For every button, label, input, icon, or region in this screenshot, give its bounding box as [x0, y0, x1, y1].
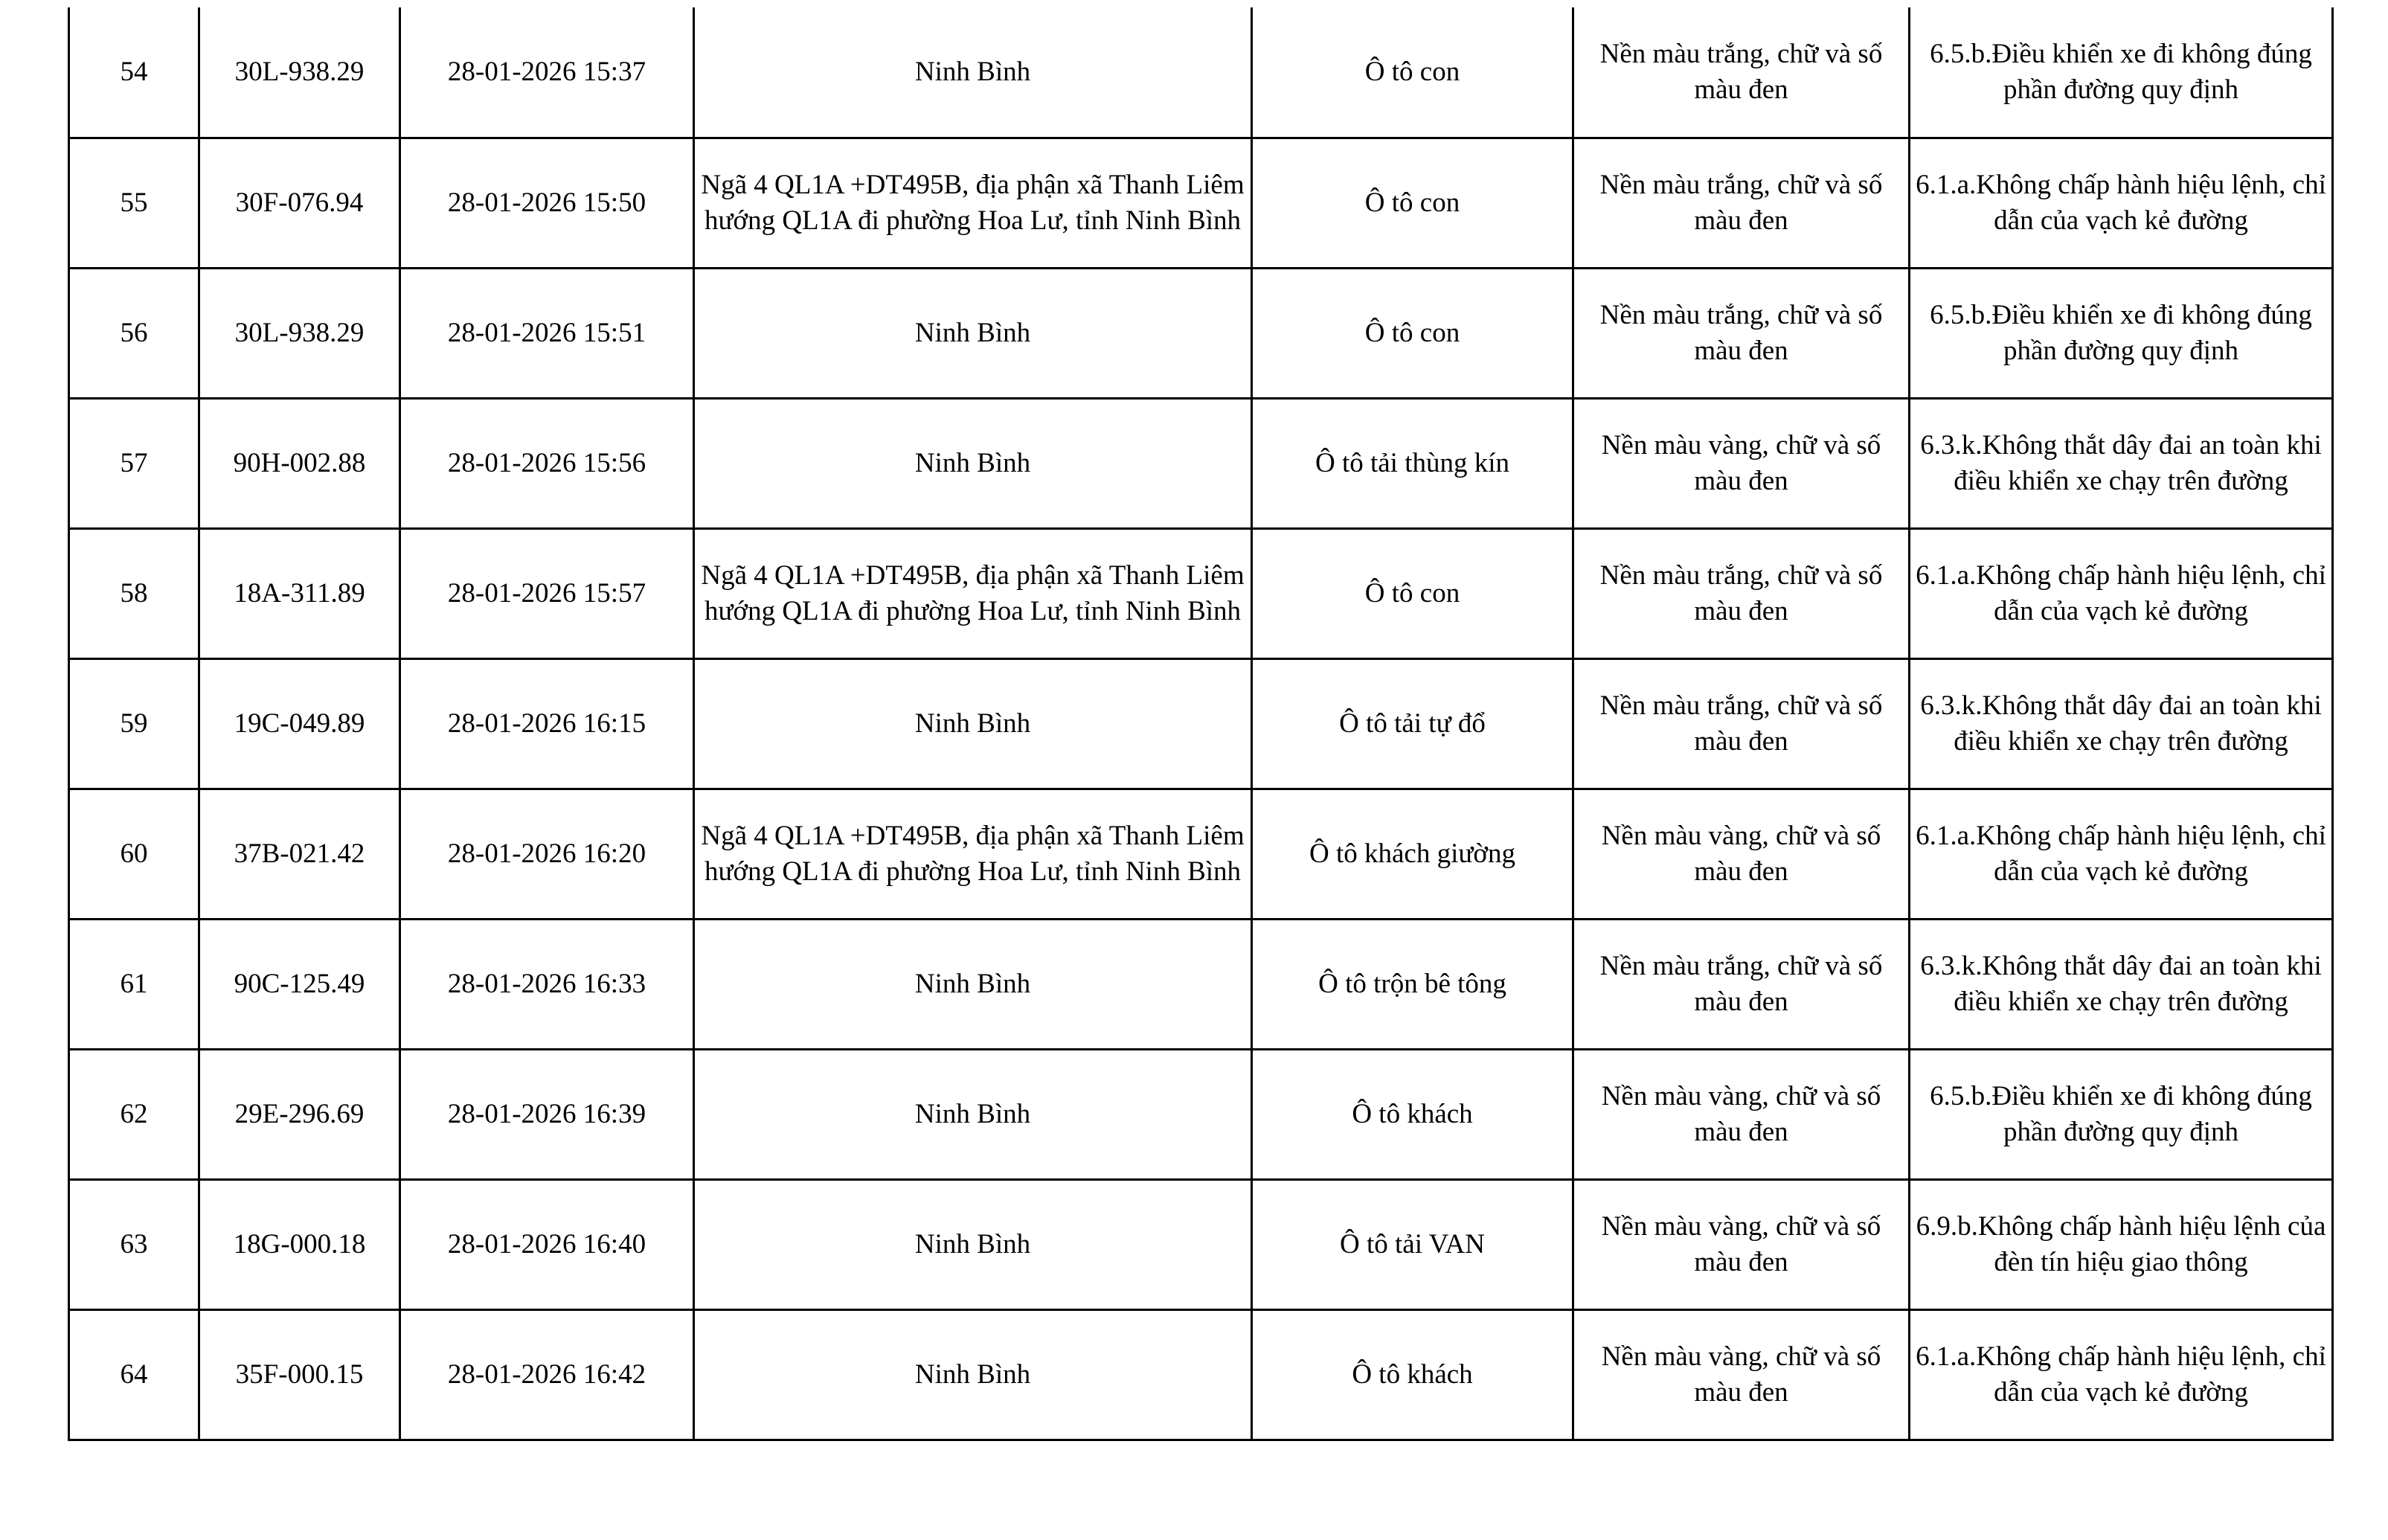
cell-plate-color: Nền màu trắng, chữ và số màu đen [1573, 268, 1910, 398]
cell-location: Ninh Bình [694, 7, 1252, 138]
cell-plate: 30F-076.94 [199, 138, 400, 268]
cell-time: 28-01-2026 16:39 [400, 1049, 694, 1179]
cell-location: Ngã 4 QL1A +DT495B, địa phận xã Thanh Liêm hướng QL1A đi phường Hoa Lư, tỉnh Ninh Bình [694, 528, 1252, 658]
cell-stt: 57 [69, 398, 199, 528]
cell-location: Ninh Bình [694, 658, 1252, 789]
cell-stt: 55 [69, 138, 199, 268]
cell-violation: 6.1.a.Không chấp hành hiệu lệnh, chỉ dẫn của vạch kẻ đường [1910, 789, 2333, 919]
cell-violation: 6.9.b.Không chấp hành hiệu lệnh của đèn tín hiệu giao thông [1910, 1179, 2333, 1309]
cell-vehicle-type: Ô tô con [1252, 138, 1573, 268]
table-body [69, 7, 2333, 1440]
cell-violation: 6.5.b.Điều khiển xe đi không đúng phần đường quy định [1910, 1049, 2333, 1179]
table-row [69, 138, 2333, 268]
cell-location: Ninh Bình [694, 1179, 1252, 1309]
cell-vehicle-type: Ô tô tải thùng kín [1252, 398, 1573, 528]
cell-stt: 60 [69, 789, 199, 919]
cell-plate: 30L-938.29 [199, 7, 400, 138]
table-row [69, 398, 2333, 528]
cell-plate: 37B-021.42 [199, 789, 400, 919]
cell-time: 28-01-2026 15:37 [400, 7, 694, 138]
cell-location: Ngã 4 QL1A +DT495B, địa phận xã Thanh Liêm hướng QL1A đi phường Hoa Lư, tỉnh Ninh Bình [694, 138, 1252, 268]
cell-vehicle-type: Ô tô tải VAN [1252, 1179, 1573, 1309]
cell-plate: 18G-000.18 [199, 1179, 400, 1309]
cell-violation: 6.5.b.Điều khiển xe đi không đúng phần đường quy định [1910, 268, 2333, 398]
cell-vehicle-type: Ô tô khách giường [1252, 789, 1573, 919]
table-row [69, 658, 2333, 789]
cell-plate-color: Nền màu vàng, chữ và số màu đen [1573, 1309, 1910, 1440]
cell-stt: 63 [69, 1179, 199, 1309]
cell-vehicle-type: Ô tô khách [1252, 1309, 1573, 1440]
cell-plate-color: Nền màu vàng, chữ và số màu đen [1573, 1179, 1910, 1309]
cell-stt: 59 [69, 658, 199, 789]
cell-plate-color: Nền màu vàng, chữ và số màu đen [1573, 398, 1910, 528]
cell-time: 28-01-2026 15:57 [400, 528, 694, 658]
cell-location: Ninh Bình [694, 1049, 1252, 1179]
cell-plate: 30L-938.29 [199, 268, 400, 398]
cell-plate: 18A-311.89 [199, 528, 400, 658]
cell-stt: 64 [69, 1309, 199, 1440]
cell-plate: 19C-049.89 [199, 658, 400, 789]
cell-stt: 54 [69, 7, 199, 138]
cell-plate-color: Nền màu vàng, chữ và số màu đen [1573, 1049, 1910, 1179]
cell-plate: 29E-296.69 [199, 1049, 400, 1179]
table-row [69, 1179, 2333, 1309]
cell-plate-color: Nền màu trắng, chữ và số màu đen [1573, 7, 1910, 138]
table-row [69, 919, 2333, 1049]
cell-vehicle-type: Ô tô con [1252, 268, 1573, 398]
cell-violation: 6.1.a.Không chấp hành hiệu lệnh, chỉ dẫn của vạch kẻ đường [1910, 528, 2333, 658]
cell-plate-color: Nền màu trắng, chữ và số màu đen [1573, 919, 1910, 1049]
cell-vehicle-type: Ô tô con [1252, 528, 1573, 658]
cell-plate: 90H-002.88 [199, 398, 400, 528]
cell-location: Ninh Bình [694, 398, 1252, 528]
cell-plate-color: Nền màu trắng, chữ và số màu đen [1573, 658, 1910, 789]
cell-location: Ninh Bình [694, 268, 1252, 398]
table-row [69, 1309, 2333, 1440]
cell-time: 28-01-2026 15:50 [400, 138, 694, 268]
table-row [69, 1049, 2333, 1179]
cell-location: Ninh Bình [694, 919, 1252, 1049]
cell-time: 28-01-2026 16:42 [400, 1309, 694, 1440]
cell-plate-color: Nền màu trắng, chữ và số màu đen [1573, 528, 1910, 658]
cell-vehicle-type: Ô tô con [1252, 7, 1573, 138]
violations-table [68, 7, 2334, 1441]
cell-violation: 6.3.k.Không thắt dây đai an toàn khi điều khiển xe chạy trên đường [1910, 658, 2333, 789]
table-row [69, 268, 2333, 398]
cell-violation: 6.3.k.Không thắt dây đai an toàn khi điều khiển xe chạy trên đường [1910, 398, 2333, 528]
cell-violation: 6.1.a.Không chấp hành hiệu lệnh, chỉ dẫn của vạch kẻ đường [1910, 1309, 2333, 1440]
cell-violation: 6.1.a.Không chấp hành hiệu lệnh, chỉ dẫn của vạch kẻ đường [1910, 138, 2333, 268]
table-row [69, 528, 2333, 658]
cell-location: Ngã 4 QL1A +DT495B, địa phận xã Thanh Liêm hướng QL1A đi phường Hoa Lư, tỉnh Ninh Bình [694, 789, 1252, 919]
cell-time: 28-01-2026 16:40 [400, 1179, 694, 1309]
cell-time: 28-01-2026 15:56 [400, 398, 694, 528]
cell-stt: 62 [69, 1049, 199, 1179]
cell-stt: 56 [69, 268, 199, 398]
cell-plate: 35F-000.15 [199, 1309, 400, 1440]
cell-time: 28-01-2026 15:51 [400, 268, 694, 398]
cell-violation: 6.5.b.Điều khiển xe đi không đúng phần đường quy định [1910, 7, 2333, 138]
cell-stt: 61 [69, 919, 199, 1049]
table-row [69, 7, 2333, 138]
cell-plate-color: Nền màu vàng, chữ và số màu đen [1573, 789, 1910, 919]
table-row [69, 789, 2333, 919]
cell-vehicle-type: Ô tô khách [1252, 1049, 1573, 1179]
cell-vehicle-type: Ô tô tải tự đổ [1252, 658, 1573, 789]
cell-stt: 58 [69, 528, 199, 658]
cell-time: 28-01-2026 16:33 [400, 919, 694, 1049]
cell-time: 28-01-2026 16:20 [400, 789, 694, 919]
cell-plate-color: Nền màu trắng, chữ và số màu đen [1573, 138, 1910, 268]
cell-violation: 6.3.k.Không thắt dây đai an toàn khi điều khiển xe chạy trên đường [1910, 919, 2333, 1049]
cell-plate: 90C-125.49 [199, 919, 400, 1049]
cell-time: 28-01-2026 16:15 [400, 658, 694, 789]
cell-location: Ninh Bình [694, 1309, 1252, 1440]
cell-vehicle-type: Ô tô trộn bê tông [1252, 919, 1573, 1049]
